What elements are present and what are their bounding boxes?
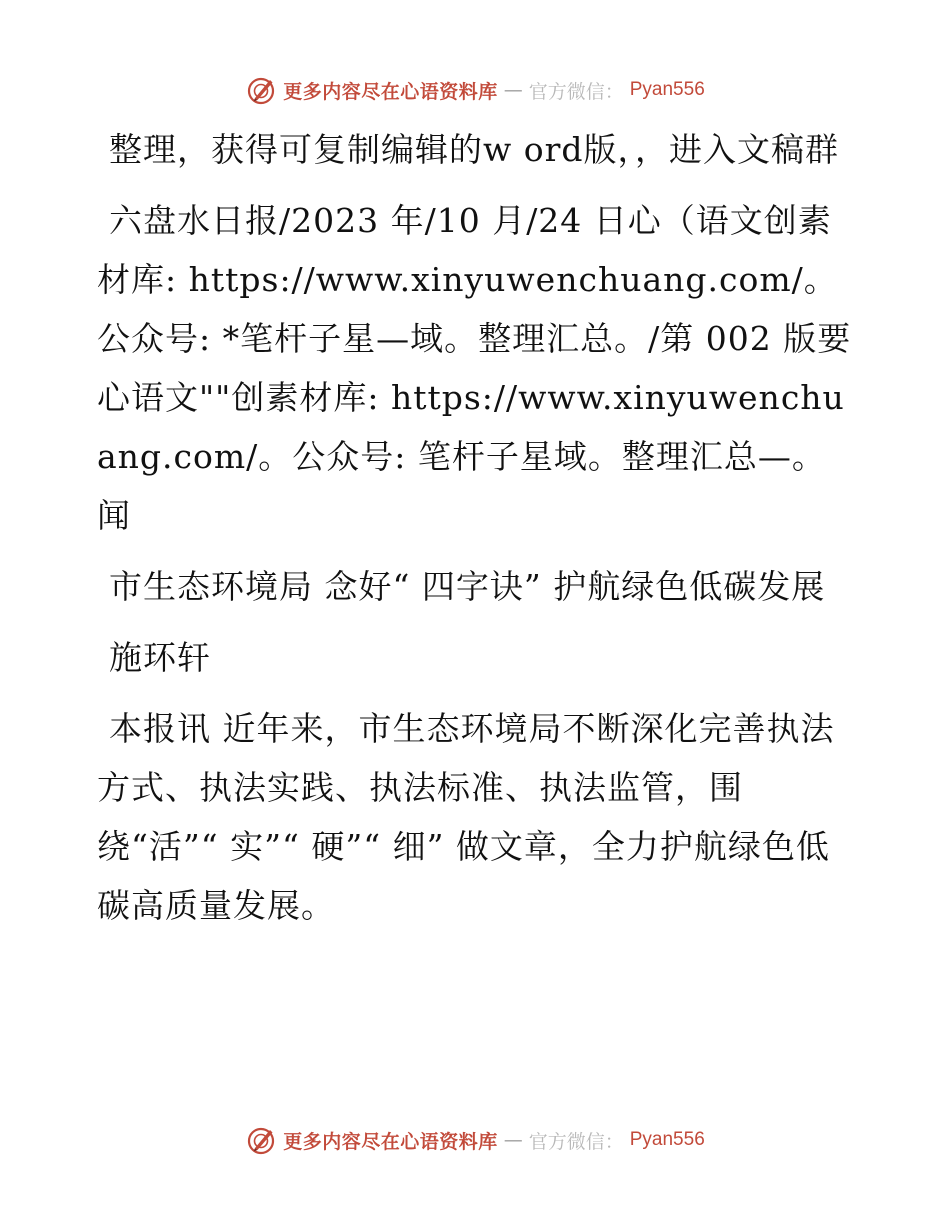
footer-banner [0,1120,950,1160]
document-body [97,120,857,947]
header-banner [0,70,950,110]
header-banner-text: 更多内容尽在心语资料库 [283,80,498,103]
header-contact-id: Pyan556 [629,79,705,100]
article-lead-paragraph: 本报讯 近年来，市生态环境局不断深化完善执法方式、执法实践、执法标准、执法监管，围绕“活”“ 实”“ 硬”“ 细” 做文章，全力护航绿色低碳高质量发展。 [97,709,835,925]
header-contact-label: 官方微信： [528,80,624,103]
footer-contact-label: 官方微信： [528,1130,624,1153]
footer-banner-dash: — [503,1129,523,1151]
pen-logo-icon [245,1124,277,1156]
paragraph-source-line: 六盘水日报/2023 年/10 月/24 日心（语文创素材库: https://www.xinyuwenchuang.com/。公众号: *笔杆子星—域。整理汇总。/第 002 版要心语文""创素材库: https://www.xinyuwenchuang.com/。公众号: 笔杆子星域。整理汇总—。闻 [97,201,852,535]
footer-contact-id: Pyan556 [629,1129,705,1150]
article-author: 施环轩 [109,638,211,677]
footer-banner-text: 更多内容尽在心语资料库 [283,1130,498,1153]
header-banner-dash: — [503,79,523,101]
article-headline: 市生态环境局 念好“ 四字诀” 护航绿色低碳发展 [109,567,826,606]
pen-logo-icon [245,74,277,106]
paragraph-intro-note: 整理，获得可复制编辑的w ord版，，进入文稿群 [109,130,840,169]
